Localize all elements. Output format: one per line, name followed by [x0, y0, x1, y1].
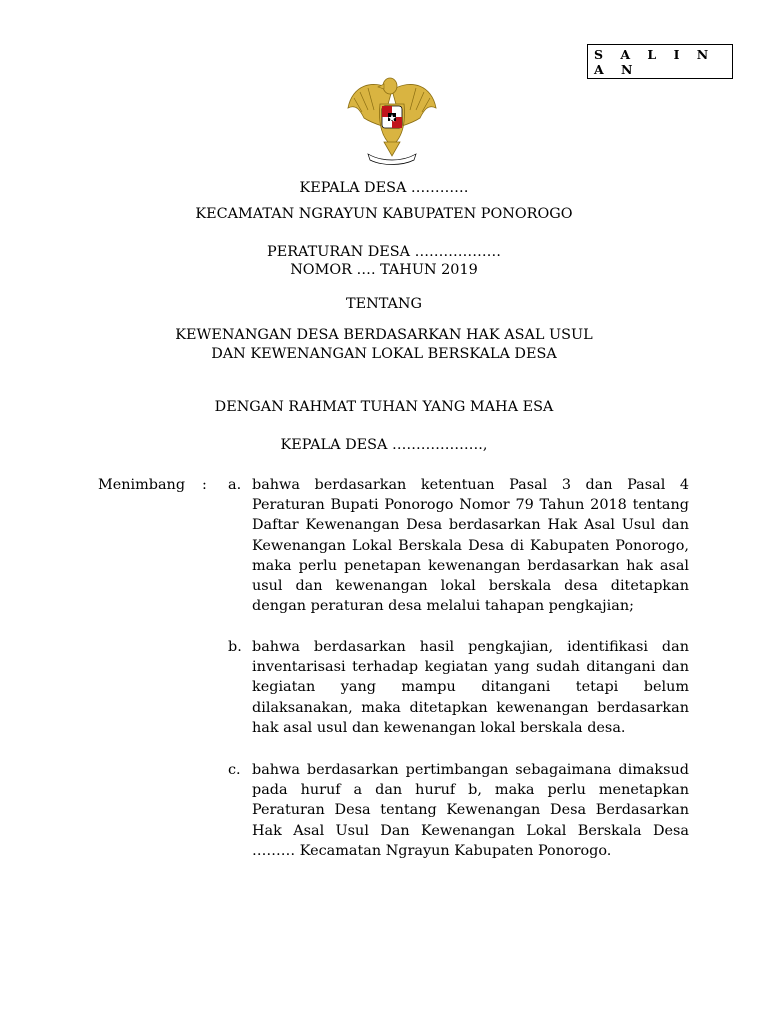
- regulation-title: PERATURAN DESA ………………: [267, 244, 501, 260]
- considering-label: Menimbang: [98, 477, 186, 493]
- about-label: TENTANG: [346, 296, 422, 312]
- item-c-letter: c.: [228, 762, 241, 778]
- item-a-letter: a.: [228, 477, 242, 493]
- item-c-text: bahwa berdasarkan pertimbangan sebagaimana dimaksud pada huruf a dan huruf b, maka perlu menetapkan Peraturan Desa tentang Kewenangan Desa Berdasarkan Hak Asal Usul Dan Kewenangan Lokal Berskala Desa ……… Kecamatan Ngrayun Kabupaten Ponorogo.: [252, 762, 689, 859]
- village-head-heading: KEPALA DESA …………: [299, 180, 469, 196]
- subject-line-2: DAN KEWENANGAN LOKAL BERSKALA DESA: [211, 346, 557, 362]
- village-head-signatory: KEPALA DESA ……………….,: [280, 437, 488, 453]
- considering-colon: :: [202, 477, 207, 493]
- subject-line-1: KEWENANGAN DESA BERDASARKAN HAK ASAL USUL: [175, 327, 593, 343]
- salinan-stamp: S A L I N A N: [587, 44, 733, 79]
- item-a-text: bahwa berdasarkan ketentuan Pasal 3 dan Pasal 4 Peraturan Bupati Ponorogo Nomor 79 Tahun 2018 tentang Daftar Kewenangan Desa berdasarkan Hak Asal Usul dan Kewenangan Lokal Berskala Desa di Kabupaten Ponorogo, maka perlu penetapan kewenangan berdasarkan hak asal usul dan kewenangan lokal berskala desa ditetapkan dengan peraturan desa melalui tahapan pengkajian;: [252, 477, 689, 615]
- garuda-emblem-icon: [342, 68, 442, 168]
- divine-grace-line: DENGAN RAHMAT TUHAN YANG MAHA ESA: [214, 399, 554, 415]
- item-b-letter: b.: [228, 639, 242, 655]
- item-b-text: bahwa berdasarkan hasil pengkajian, identifikasi dan inventarisasi terhadap kegiatan yang sudah ditangani dan kegiatan yang mampu ditangani tetapi belum dilaksanakan, maka ditetapkan kewenangan berdasarkan hak asal usul dan kewenangan lokal berskala desa.: [252, 639, 689, 736]
- district-heading: KECAMATAN NGRAYUN KABUPATEN PONOROGO: [195, 206, 573, 222]
- regulation-number: NOMOR …. TAHUN 2019: [290, 262, 478, 278]
